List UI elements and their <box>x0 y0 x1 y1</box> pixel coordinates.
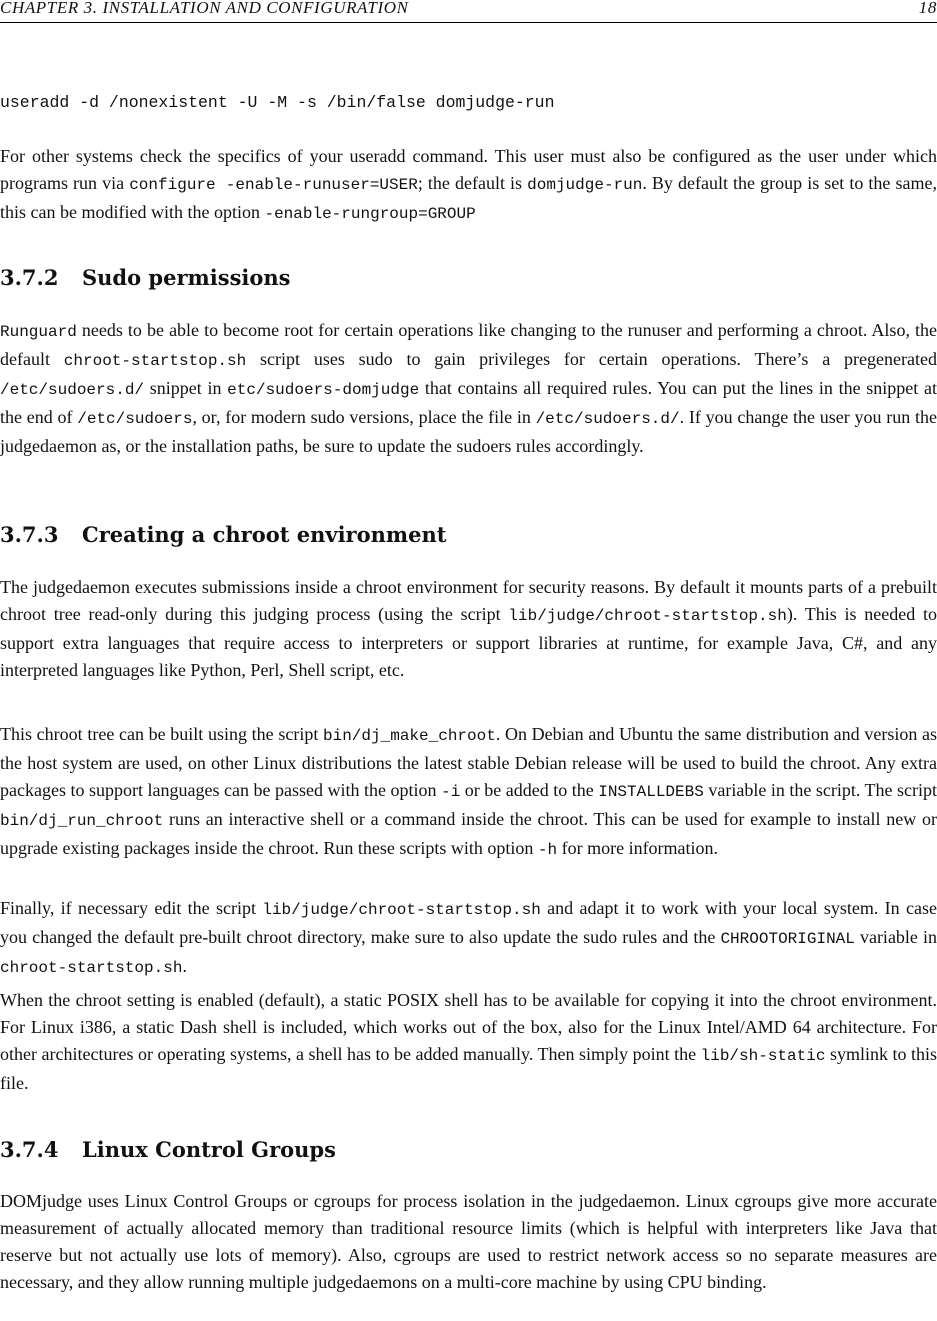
inline-code: domjudge-run <box>527 176 643 194</box>
section-heading-chroot <box>0 522 446 548</box>
text: . <box>182 956 187 976</box>
section-title: Creating a chroot environment <box>82 522 447 547</box>
text: needs to be able to become root for certain operations like changing to the runuser and performing a chroot. Also, the default <box>0 320 937 369</box>
text: for more information. <box>557 838 719 858</box>
paragraph-chroot-build <box>0 721 937 864</box>
text: DOMjudge uses Linux Control Groups or cgroups for process isolation in the judgedaemon. Linux cgroups give more accurate measurement of actually allocated memory than traditional resource limits (which is helpful with interpreters like Java that reserve but not actually use lots of memory). Also, cgroups are used to restrict network access so no separate measures are necessary, and they allow running multiple judgedaemons on a multi-core machine by using CPU binding. <box>0 1191 937 1292</box>
text: ). This is needed to support extra languages that require access to interpreters or support libraries at runtime, for example Java, C#, and any interpreted languages like Python, Perl, Shell script, etc. <box>0 604 937 680</box>
text: . On Debian and Ubuntu the same distribution and version as the host system are used, on other Linux distributions the latest stable Debian release will be used to build the chroot. Any extra packages to support languages can be passed with the option <box>0 724 937 800</box>
section-heading-sudo <box>0 265 290 291</box>
inline-code: lib/judge/chroot-startstop.sh <box>508 607 787 625</box>
inline-code: bin/dj_run_chroot <box>0 812 164 830</box>
text: or be added to the <box>460 780 599 800</box>
inline-code: /etc/sudoers.d/ <box>535 410 680 428</box>
inline-code: CHROOTORIGINAL <box>720 930 855 948</box>
text: and adapt it to work with your local system. In case you changed the default pre-built chroot directory, make sure to also update the sudo rules and the <box>0 898 937 947</box>
section-number: 3.7.4 <box>0 1137 59 1162</box>
inline-code: -enable-rungroup=GROUP <box>264 205 476 223</box>
inline-code: bin/dj_make_chroot <box>323 727 496 745</box>
inline-code: chroot-startstop.sh <box>63 352 247 370</box>
inline-code: INSTALLDEBS <box>598 783 704 801</box>
inline-code: lib/judge/chroot-startstop.sh <box>262 901 541 919</box>
inline-code: /etc/sudoers.d/ <box>0 381 145 399</box>
text: For other systems check the specifics of your useradd command. This user must also be configured as the user under which programs run via <box>0 146 937 193</box>
text: This chroot tree can be built using the script <box>0 724 323 744</box>
paragraph-chroot-intro <box>0 574 937 684</box>
text: that contains all required rules. You can put the lines in the snippet at the end of <box>0 378 937 427</box>
text: variable in <box>854 927 937 947</box>
inline-code: chroot-startstop.sh <box>0 959 183 977</box>
paragraph-sudo <box>0 317 937 460</box>
paragraph-chroot-edit <box>0 895 937 982</box>
inline-code: lib/sh-static <box>700 1047 826 1065</box>
text: , or, for modern sudo versions, place the file in <box>192 407 536 427</box>
text: . If you change the user you run the judgedaemon as, or the installation paths, be sure to update the sudoers rules accordingly. <box>0 407 937 456</box>
inline-code: Runguard <box>0 323 77 341</box>
text: symlink to this file. <box>0 1044 937 1093</box>
chapter-title: CHAPTER 3. INSTALLATION AND CONFIGURATION <box>0 0 409 17</box>
paragraph-cgroups <box>0 1188 937 1296</box>
paragraph-chroot-shell <box>0 987 937 1097</box>
inline-code: /etc/sudoers <box>77 410 193 428</box>
section-number: 3.7.2 <box>0 265 59 290</box>
inline-code: etc/sudoers-domjudge <box>227 381 420 399</box>
section-number: 3.7.3 <box>0 522 59 547</box>
paragraph-useradd <box>0 143 937 228</box>
inline-code: configure -enable-runuser=USER <box>129 176 418 194</box>
text: . By default the group is set to the same, this can be modified with the option <box>0 173 937 222</box>
text: script uses sudo to gain privileges for certain operations. There’s a pregenerated <box>246 349 937 369</box>
text: snippet in <box>144 378 228 398</box>
text: When the chroot setting is enabled (default), a static POSIX shell has to be available for copying it into the chroot environment. For Linux i386, a static Dash shell is included, which works out of the box, also for the Linux Intel/AMD 64 architecture. For other architectures or operating systems, a shell has to be added manually. Then simply point the <box>0 990 937 1064</box>
text: runs an interactive shell or a command inside the chroot. This can be used for example to install new or upgrade existing packages inside the chroot. Run these scripts with option <box>0 809 937 858</box>
page-number: 18 <box>918 0 937 17</box>
section-title: Sudo permissions <box>82 265 291 290</box>
inline-code: -h <box>537 841 558 859</box>
text: ; the default is <box>417 173 528 193</box>
text: variable in the script. The script <box>703 780 937 800</box>
running-header <box>0 0 937 23</box>
code-block: useradd -d /nonexistent -U -M -s /bin/false domjudge-run <box>0 93 555 112</box>
inline-code: -i <box>441 783 461 801</box>
section-title: Linux Control Groups <box>82 1137 336 1162</box>
text: The judgedaemon executes submissions inside a chroot environment for security reasons. By default it mounts parts of a prebuilt chroot tree read-only during this judging process (using the script <box>0 577 937 624</box>
section-heading-cgroups <box>0 1137 336 1163</box>
text: Finally, if necessary edit the script <box>0 898 263 918</box>
